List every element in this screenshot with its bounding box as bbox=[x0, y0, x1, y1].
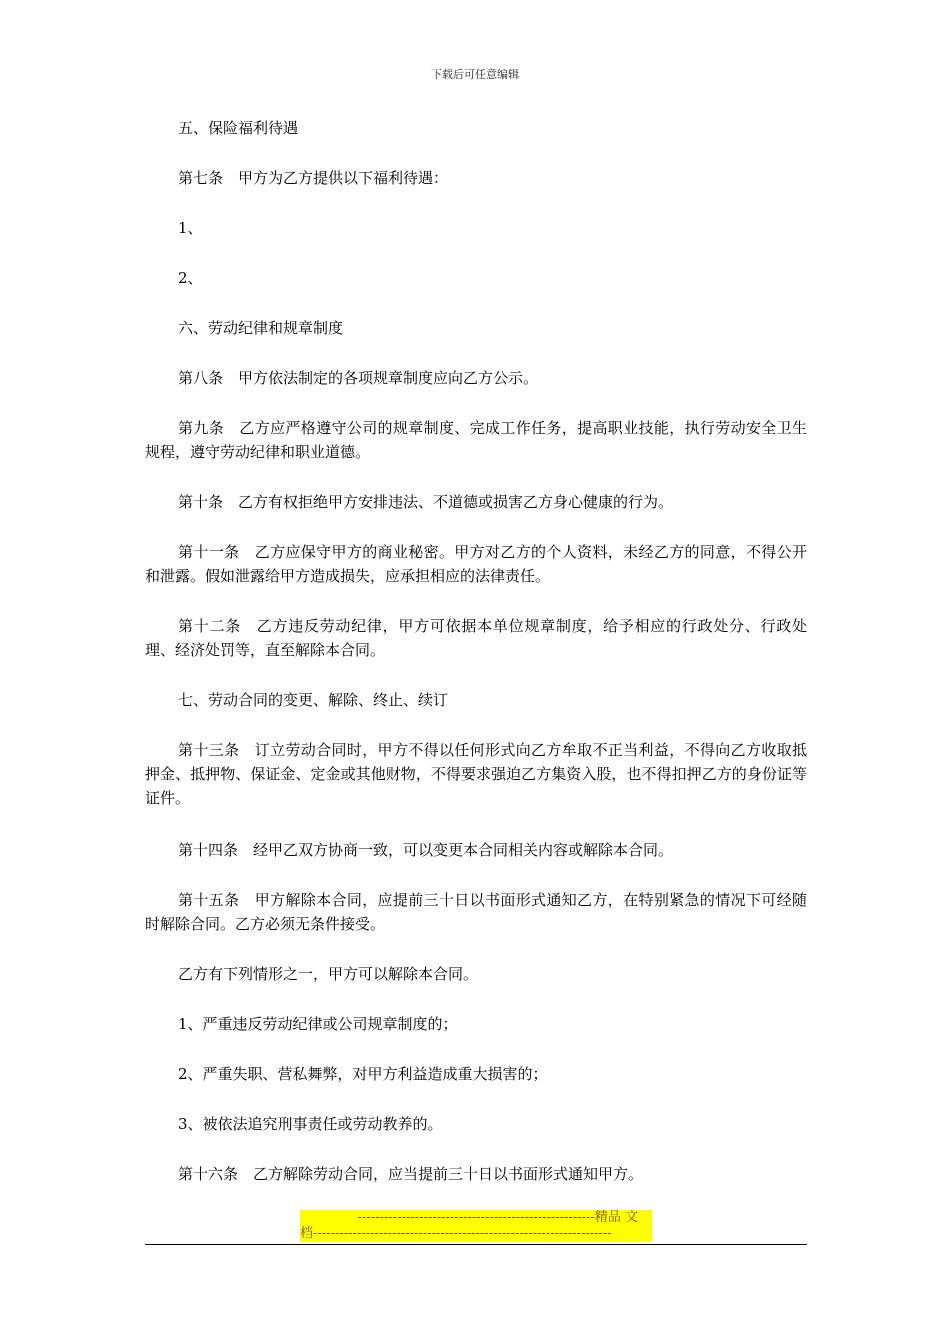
section-heading-contract-changes: 七、劳动合同的变更、解除、终止、续订 bbox=[178, 691, 449, 709]
footer-banner-line-1 bbox=[300, 1210, 652, 1226]
header-note: 下载后可任意编辑 bbox=[431, 68, 519, 81]
footer-banner-text-1: ------------------------------------------------------精品 文 bbox=[357, 1210, 638, 1225]
article-13: 第十三条 订立劳动合同时，甲方不得以任何形式向乙方牟取不正当利益，不得向乙方收取抵押金、抵押物、保证金、定金或其他财物，不得要求强迫乙方集资入股，也不得扣押乙方的身份证等证件。 bbox=[145, 741, 807, 807]
article-11: 第十一条 乙方应保守甲方的商业秘密。甲方对乙方的个人资料，未经乙方的同意，不得公开和泄露。假如泄露给甲方造成损失，应承担相应的法律责任。 bbox=[145, 543, 807, 585]
article-16: 第十六条 乙方解除劳动合同，应当提前三十日以书面形式通知甲方。 bbox=[178, 1165, 644, 1183]
article-7: 第七条 甲方为乙方提供以下福利待遇： bbox=[178, 169, 449, 187]
termination-conditions-intro: 乙方有下列情形之一，甲方可以解除本合同。 bbox=[178, 965, 479, 983]
article-9: 第九条 乙方应严格遵守公司的规章制度、完成工作任务，提高职业技能，执行劳动安全卫生规程，遵守劳动纪律和职业道德。 bbox=[145, 419, 807, 461]
article-15: 第十五条 甲方解除本合同，应提前三十日以书面形式通知乙方，在特别紧急的情况下可经随时解除合同。乙方必须无条件接受。 bbox=[145, 891, 807, 933]
termination-condition-3: 3、被依法追究刑事责任或劳动教养的。 bbox=[178, 1115, 443, 1133]
section-heading-insurance: 五、保险福利待遇 bbox=[178, 119, 299, 137]
article-14: 第十四条 经甲乙双方协商一致，可以变更本合同相关内容或解除本合同。 bbox=[178, 841, 674, 859]
termination-condition-1: 1、严重违反劳动纪律或公司规章制度的； bbox=[178, 1015, 458, 1033]
article-8: 第八条 甲方依法制定的各项规章制度应向乙方公示。 bbox=[178, 369, 539, 387]
footer-banner-text-2: 档-------------------------------------------------------------------- bbox=[300, 1226, 612, 1241]
termination-condition-2: 2、严重失职、营私舞弊，对甲方利益造成重大损害的； bbox=[178, 1065, 548, 1083]
article-12: 第十二条 乙方违反劳动纪律，甲方可依据本单位规章制度，给予相应的行政处分、行政处理、经济处罚等，直至解除本合同。 bbox=[145, 617, 807, 659]
list-item-2: 2、 bbox=[178, 269, 203, 287]
footer-banner bbox=[300, 1210, 652, 1242]
article-10: 第十条 乙方有权拒绝甲方安排违法、不道德或损害乙方身心健康的行为。 bbox=[178, 493, 674, 511]
footer-divider bbox=[145, 1244, 807, 1245]
footer-banner-line-2 bbox=[300, 1226, 652, 1242]
list-item-1: 1、 bbox=[178, 219, 203, 237]
section-heading-discipline: 六、劳动纪律和规章制度 bbox=[178, 319, 344, 337]
